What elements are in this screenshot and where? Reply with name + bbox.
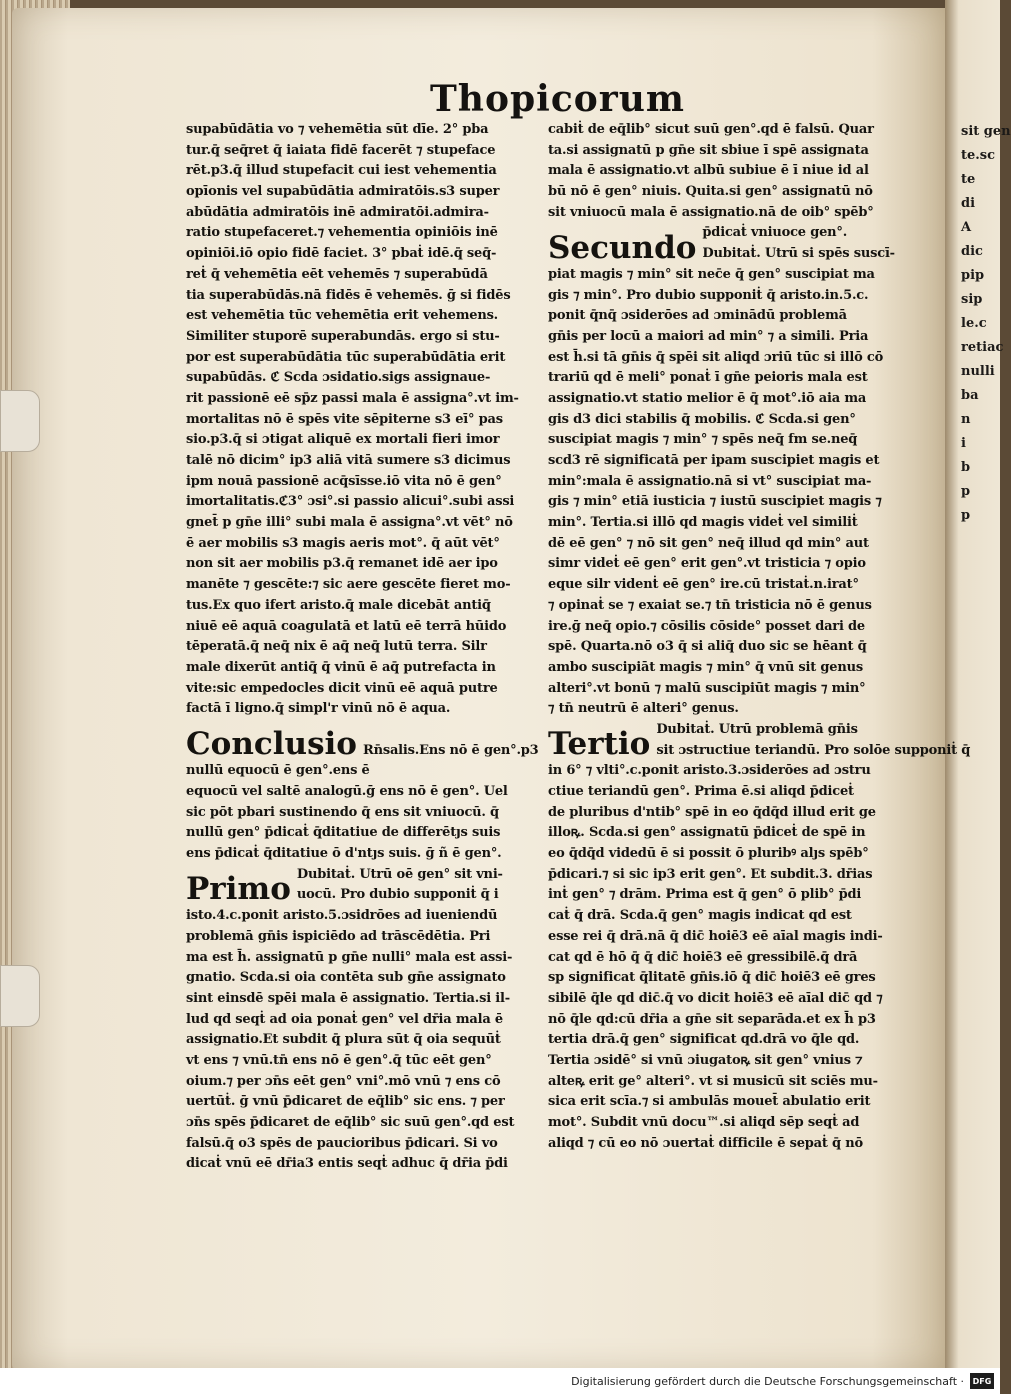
text-line: caṫ q̄ drā. Scda.q̄ gen° magis indicat qd est	[548, 908, 852, 924]
primo-line-1: Dubitaṫ. Utrū oē gen° sit vni-	[296, 866, 503, 882]
text-line: assignatio.Et subdit q̄ plura sūt q̄ oia sequūṫ	[186, 1032, 501, 1048]
text-line: vite:sic empedocles dicit vinū eē aquā putre	[186, 680, 498, 696]
text-line: opīonis vel supabūdātia admiratōis.s3 super	[186, 184, 500, 200]
text-line: gn̄is per locū a maiori ad min° ⁊ a simili. Pria	[548, 328, 869, 344]
text-line: falsū.q̄ o3 spēs de paucioribus p̄dicari. Si vo	[186, 1135, 498, 1151]
text-line: tēperatā.q̄ neq̄ nix ē aq̄ neq̄ lutū terra. Silr	[186, 639, 487, 655]
text-line: suscipiat magis ⁊ min° ⁊ spēs neq̄ fm se.neq̄	[548, 432, 858, 448]
text-line: vt ens ⁊ vnū.tn̄ ens nō ē gen°.q̄ tūc eēt gen°	[186, 1052, 492, 1068]
text-line: ma est h̄. assignatū p gn̄e nulli° mala est assi-	[186, 949, 513, 965]
facing-page-fragment: A	[961, 220, 972, 235]
facing-page-fragment: p	[961, 508, 971, 523]
text-line: sio.p3.q̄ si ɔtigat aliquē ex mortali fieri imor	[186, 432, 500, 448]
text-line: rēt.p3.q̄ illud stupefacit cui iest vehementia	[186, 163, 497, 179]
text-line: sit vniuocū mala ē assignatio.nā de oib° spēb°	[548, 204, 874, 220]
text-line: cabiṫ de eq̄lib° sicut suū gen°.qd ē falsū. Quar	[548, 122, 874, 137]
primo-line-2: uocū. Pro dubio supponiṫ q̄ i	[296, 887, 499, 903]
text-line: min°:mala ē assignatio.nā si vt° suscipiat ma-	[548, 473, 872, 489]
digitization-footer	[0, 1368, 1000, 1394]
text-line: cat qd ē hō q̄ q̄ dic̄ hoiē3 eē gressibilē.q̄ drā	[548, 949, 858, 965]
text-line: sibilē q̄le qd dic̄.q̄ vo dicit hoiē3 eē aīal dic̄ qd ⁊	[548, 990, 883, 1006]
text-line: por est superabūdātia tūc superabūdātia erit	[186, 349, 506, 365]
facing-page-fragment: te.sc	[961, 148, 996, 163]
facing-page-fragment: n	[961, 412, 971, 427]
text-line: ta.si assignatū p gn̄e sit sbiue ī spē assignata	[548, 142, 869, 158]
text-line: problemā gn̄is ispiciēdo ad trāscēdētia. Pri	[186, 928, 491, 944]
text-line: tertia drā.q̄ gen° significat qd.drā vo q̄le qd.	[548, 1032, 860, 1048]
text-line: ens p̄dicaṫ q̄ditatiue ō d'ntȷs suis. ḡ ñ ē gen°.	[186, 846, 502, 862]
text-line: uertūṫ. ḡ vnū p̄dicaret de eq̄lib° sic ens. ⁊ per	[186, 1094, 505, 1110]
conclusio-word: Conclusio	[186, 726, 357, 763]
funding-credit: Digitalisierung gefördert durch die Deutsche Forschungsgemeinschaft ·	[571, 1374, 964, 1388]
left-text-block-c	[186, 906, 538, 1175]
facing-page-edge	[945, 0, 1011, 1368]
facing-page-fragment: i	[961, 436, 966, 451]
text-line: ratio stupefaceret.⁊ vehementia opiniōis inē	[186, 225, 498, 241]
text-line: ire.ḡ neq̄ opio.⁊ cōsilis cōside° posset dari de	[548, 618, 865, 634]
conclusio-line: Rn̄salis.Ens nō ē gen°.p3	[362, 742, 539, 758]
running-title: Thopicorum	[430, 78, 685, 120]
facing-page-fragments	[945, 0, 1011, 528]
text-line: tus.Ex quo ifert aristo.q̄ male dicebāt antiq̄	[186, 597, 491, 613]
left-text-column	[186, 120, 538, 1175]
text-line: in 6° ⁊ vlti°.c.ponit aristo.3.ɔsiderōes ad ɔstru	[548, 763, 871, 779]
facing-page-fragment: sip	[961, 292, 983, 307]
text-line: isto.4.c.ponit aristo.5.ɔsidrōes ad iueniendū	[186, 908, 498, 924]
secundo-heading	[548, 223, 908, 264]
text-line: male dixerūt antiq̄ q̄ vinū ē aq̄ putrefacta in	[186, 659, 496, 675]
dfg-logo: DFG	[970, 1373, 994, 1389]
text-line: imortalitatis.ℭ3° ɔsi°.si passio alicui°.subi assi	[186, 494, 515, 510]
left-text-block-b	[186, 761, 538, 864]
text-line: supabūdās. ℭ Scda ɔsidatio.sigs assignaue-	[186, 370, 491, 386]
text-line: ipm nouā passionē acq̄sīsse.iō vita nō ē gen°	[186, 473, 502, 489]
book-clip-lower	[0, 965, 40, 1027]
primo-heading	[186, 865, 538, 906]
text-line: esse rei q̄ drā.nā q̄ dic̄ hoiē3 eē aīal magis indi-	[548, 928, 883, 944]
text-line: nullū equocū ē gen°.ens ē	[186, 763, 370, 779]
tertio-line-1: Dubitaṫ. Utrū problemā gn̄is	[656, 721, 858, 737]
text-line: ctiue teriandū gen°. Prima ē.si aliqd p̄diceṫ	[548, 784, 854, 800]
text-line: ē aer mobilis s3 magis aeris mot°. q̄ aūt vēt°	[186, 535, 500, 551]
right-text-block-b	[548, 265, 908, 720]
text-line: est h̄.si tā gn̄is q̄ spēi sit aliqd ɔriū tūc si illō cō	[548, 349, 884, 365]
text-line: niuē eē aquā coagulatā et latū eē terrā hūido	[186, 618, 507, 634]
text-line: de pluribus d'ntib° spē in eo q̄dq̄d illud erit ge	[548, 804, 876, 820]
text-line: Similiter stuporē superabundās. ergo si stu-	[186, 328, 500, 344]
tertio-word: Tertio	[548, 726, 651, 763]
text-line: ⁊ tn̄ neutrū ē alteri° genus.	[548, 701, 739, 717]
text-line: gis ⁊ min°. Pro dubio supponiṫ q̄ aristo.in.5.c.	[548, 287, 869, 303]
text-line: rit passionē eē sp̄z passi mala ē assigna°.vt im-	[186, 390, 519, 406]
book-clip-upper	[0, 390, 40, 452]
text-line: manēte ⁊ gescēte:⁊ sic aere gescēte fieret mo-	[186, 577, 511, 593]
text-line: tia superabūdās.nā fidēs ē vehemēs. ḡ si fidēs	[186, 287, 511, 303]
text-line: mortalitas nō ē spēs vite sēpiterne s3 eī° pas	[186, 411, 503, 427]
left-text-block-a	[186, 120, 538, 720]
facing-page-fragment: b	[961, 460, 971, 475]
primo-word: Primo	[186, 871, 291, 908]
text-line: simr videṫ eē gen° erit gen°.vt tristicia ⁊ opio	[548, 556, 866, 572]
text-line: gnet̄ p gn̄e illi° subi mala ē assigna°.vt vēt° nō	[186, 515, 513, 531]
facing-page-fragment: di	[961, 196, 976, 211]
text-line: nō q̄le qd:cū dr̄ia a gn̄e sit separāda.et ex h̄ p3	[548, 1011, 876, 1027]
text-line: alteꝶ erit ge° alteri°. vt si musicū sit sciēs mu-	[548, 1073, 878, 1089]
text-line: scd3 rē significatā per ipam suscipiet magis et	[548, 453, 880, 469]
text-line: factā ī ligno.q̄ simpl'r vinū nō ē aqua.	[186, 701, 451, 717]
text-line: piat magis ⁊ min° sit nec̄e q̄ gen° suscipiat ma	[548, 266, 875, 282]
text-line: sica erit scīa.⁊ si ambulās mouet̄ abulatio erit	[548, 1094, 871, 1110]
facing-page-fragment: pip	[961, 268, 985, 283]
facing-page-fragment: le.c	[961, 316, 987, 331]
text-line: alteri°.vt bonū ⁊ malū suscipiūt magis ⁊ min°	[548, 680, 866, 696]
secundo-line-2: Dubitaṫ. Utrū si spēs suscī-	[702, 246, 895, 262]
text-line: sic pōt pbari sustinendo q̄ ens sit vniuocū. q̄	[186, 804, 499, 820]
facing-page-fragment: te	[961, 172, 976, 187]
text-line: bū nō ē gen° niuis. Quita.si gen° assignatū nō	[548, 184, 873, 200]
text-line: supabūdātia vo ⁊ vehemētia sūt dīe. 2° pba	[186, 122, 489, 137]
text-line: est vehemētia tūc vehemētia erit vehemens.	[186, 308, 499, 324]
facing-page-fragment: p	[961, 484, 971, 499]
text-line: spē. Quarta.nō o3 q̄ si aliq̄ duo sic se hēant q̄	[548, 639, 867, 655]
text-line: talē nō dicim° ip3 aliā vitā sumere s3 dicimus	[186, 453, 511, 468]
text-line: tur.q̄ seq̄ret q̄ iaiata fidē facerēt ⁊ stupeface	[186, 142, 496, 158]
text-line: ⁊ opinaṫ se ⁊ exaiat se.⁊ tn̄ tristicia nō ē genus	[548, 597, 872, 613]
text-line: inṫ gen° ⁊ drām. Prima est q̄ gen° ō plib° p̄di	[548, 887, 862, 903]
text-line: Tertia ɔsidē° si vnū ɔiugatoꝶ sit gen° vnius ⁊	[548, 1052, 863, 1068]
facing-page-fragment: dic	[961, 244, 983, 259]
facing-page-fragment: retiac	[961, 340, 1004, 355]
conclusio-heading	[186, 720, 538, 761]
tertio-line-2: sit ɔstructiue teriandū. Pro solōe supponiṫ q̄	[656, 742, 971, 758]
text-line: opiniōi.iō opio fidē faciet. 3° pbaṫ idē.q̄ seq̄-	[186, 246, 497, 262]
text-line: eo q̄dq̄d videdū ē si possit ō pluribꝰ alȷs spēb°	[548, 846, 869, 862]
text-line: non sit aer mobilis p3.q̄ remanet idē aer ipo	[186, 556, 498, 572]
text-line: illoꝶ. Scda.si gen° assignatū p̄diceṫ de spē in	[548, 825, 866, 841]
right-text-block-a	[548, 120, 908, 223]
secundo-line-1: p̄dicaṫ vniuoce gen°.	[702, 225, 848, 241]
text-line: min°. Tertia.si illō qd magis videṫ vel similiṫ	[548, 515, 858, 531]
text-line: abūdātia admiratōis inē admiratōi.admira-	[186, 204, 489, 220]
secundo-word: Secundo	[548, 229, 697, 266]
facing-page-fragment: sit gen	[961, 124, 1011, 139]
text-line: reṫ q̄ vehemētia eēt vehemēs ⁊ superabūdā	[186, 266, 488, 282]
text-line: sint einsdē spēi mala ē assignatio. Tertia.si il-	[186, 990, 510, 1006]
right-text-block-c	[548, 761, 908, 1154]
text-line: aliqd ⁊ cū eo nō ɔuertaṫ difficile ē sepaṫ q̄ nō	[548, 1135, 863, 1151]
text-line: nullū gen° p̄dicaṫ q̄ditatiue de differētȷs suis	[186, 825, 501, 841]
text-line: gis d3 dici stabilis q̄ mobilis. ℭ Scda.si gen°	[548, 411, 856, 427]
text-line: ɔn̄s spēs p̄dicaret de eq̄lib° sic suū gen°.qd est	[186, 1115, 515, 1131]
text-line: mala ē assignatio.vt albū subiue ē ī niue id al	[548, 163, 869, 179]
text-line: equocū vel saltē analogū.ḡ ens nō ē gen°. Uel	[186, 784, 508, 800]
text-line: ambo suscipiāt magis ⁊ min° q̄ vnū sit genus	[548, 659, 863, 675]
text-line: mot°. Subdit vnū docu™.si aliqd sēp seqṫ ad	[548, 1115, 860, 1131]
facing-page-fragment: ba	[961, 388, 979, 403]
text-line: lud qd seqṫ ad oia ponaṫ gen° vel dr̄ia mala ē	[186, 1011, 503, 1027]
text-line: oium.⁊ per ɔn̄s eēt gen° vni°.mō vnū ⁊ ens cō	[186, 1073, 501, 1089]
facing-page-fragment: nulli	[961, 364, 995, 379]
text-line: dicaṫ vnū eē dr̄ia3 entis seqṫ adhuc q̄ dr̄ia p̄di	[186, 1156, 508, 1172]
text-line: p̄dicari.⁊ si sic ip3 erit gen°. Et subdit.3. dr̄ias	[548, 866, 873, 882]
text-line: assignatio.vt statio melior ē q̄ mot°.iō aia ma	[548, 390, 867, 406]
text-line: gnatio. Scda.si oia contēta sub gn̄e assignato	[186, 970, 506, 986]
text-line: sp significat q̄litatē gn̄is.iō q̄ dic̄ hoiē3 eē gres	[548, 970, 876, 986]
tertio-heading	[548, 720, 971, 763]
text-line: trariū qd ē meli° ponaṫ ī gn̄e peioris mala est	[548, 370, 868, 386]
text-line: ponit q̄nq̄ ɔsiderōes ad ɔminādū problemā	[548, 308, 847, 324]
text-line: eque silr videnṫ eē gen° ire.cū tristaṫ.n.irat°	[548, 577, 859, 593]
text-line: gis ⁊ min° etiā iusticia ⁊ iustū suscipiet magis ⁊	[548, 494, 882, 510]
text-line: dē eē gen° ⁊ nō sit gen° neq̄ illud qd min° aut	[548, 535, 869, 551]
